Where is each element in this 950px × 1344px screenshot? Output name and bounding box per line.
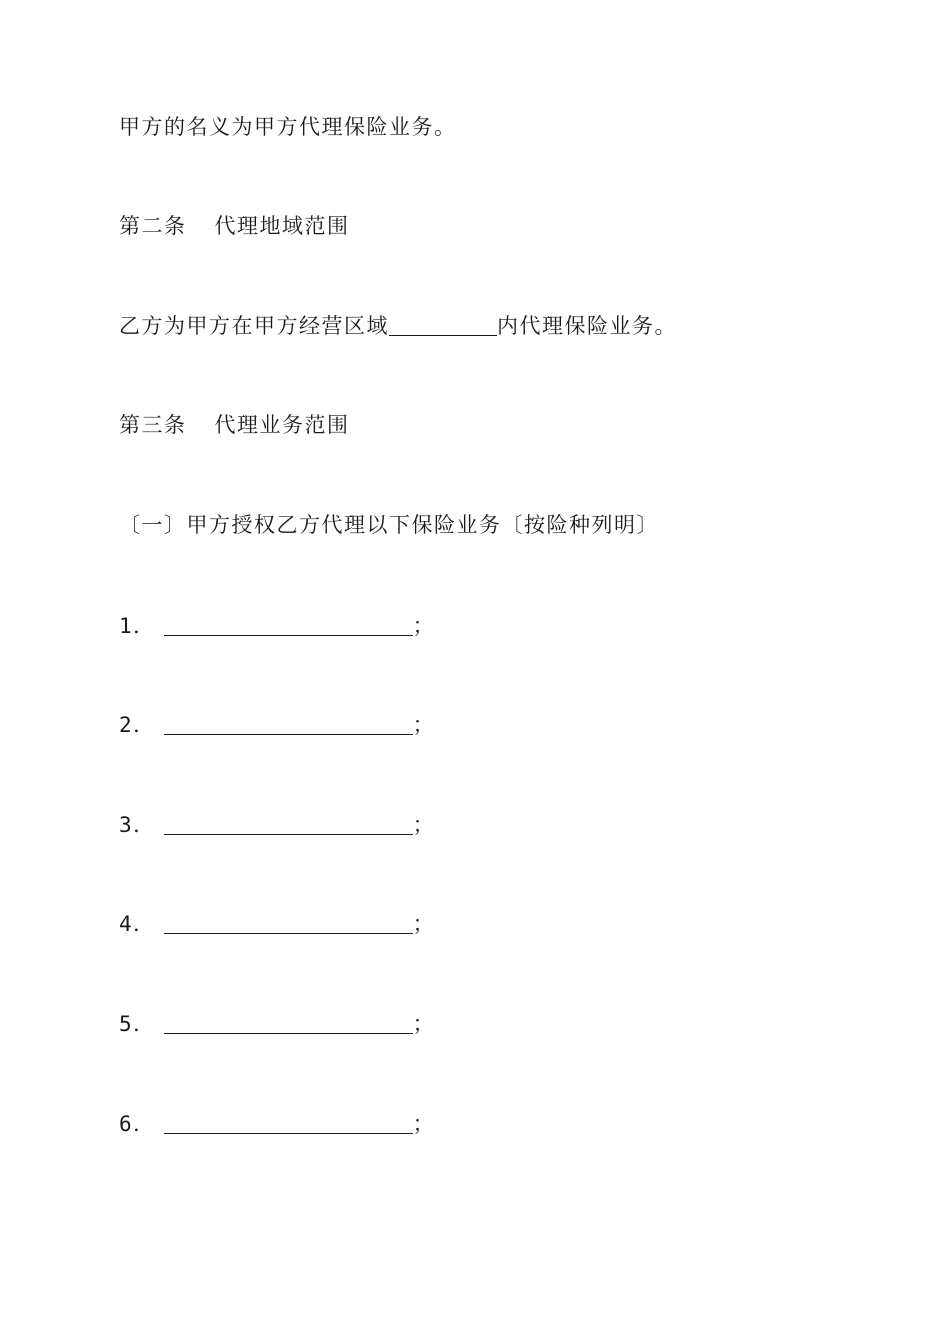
list-item-end: ；	[412, 1112, 436, 1136]
paragraph-agency-name: 甲方的名义为甲方代理保险业务。	[119, 115, 457, 139]
list-item-blank-field[interactable]	[164, 615, 413, 636]
list-item-end: ；	[412, 1012, 436, 1036]
clause-1-text: 〔一〕甲方授权乙方代理以下保险业务〔按险种列明〕	[119, 513, 659, 537]
list-item-blank-field[interactable]	[164, 814, 413, 835]
list-item-number: 6．	[119, 1112, 156, 1136]
list-item-number: 2．	[119, 713, 156, 737]
list-item	[119, 811, 435, 839]
list-item-number: 3．	[119, 813, 156, 837]
article-2-heading	[119, 212, 350, 240]
list-item-end: ；	[412, 912, 436, 936]
list-item	[119, 711, 435, 739]
paragraph-agency-region	[119, 312, 677, 340]
list-item	[119, 1010, 435, 1038]
list-item	[119, 1110, 435, 1138]
article-2-title: 代理地域范围	[214, 214, 350, 238]
list-item-blank-field[interactable]	[164, 1113, 413, 1134]
list-item-end: ；	[412, 713, 436, 737]
list-item-blank-field[interactable]	[164, 1013, 413, 1034]
article-3-number: 第三条	[119, 413, 187, 437]
article-3-heading	[119, 411, 350, 439]
list-item-blank-field[interactable]	[164, 714, 413, 735]
list-item-number: 1．	[119, 614, 156, 638]
region-blank-field[interactable]	[389, 315, 497, 336]
list-item-end: ；	[412, 813, 436, 837]
region-text-after: 内代理保险业务。	[497, 314, 677, 338]
article-3-title: 代理业务范围	[214, 413, 350, 437]
list-item-number: 5．	[119, 1012, 156, 1036]
list-item-blank-field[interactable]	[164, 913, 413, 934]
region-text-before: 乙方为甲方在甲方经营区域	[119, 314, 389, 338]
list-item-end: ；	[412, 614, 436, 638]
list-item-number: 4．	[119, 912, 156, 936]
article-2-number: 第二条	[119, 214, 187, 238]
list-item	[119, 910, 435, 938]
list-item	[119, 612, 435, 640]
